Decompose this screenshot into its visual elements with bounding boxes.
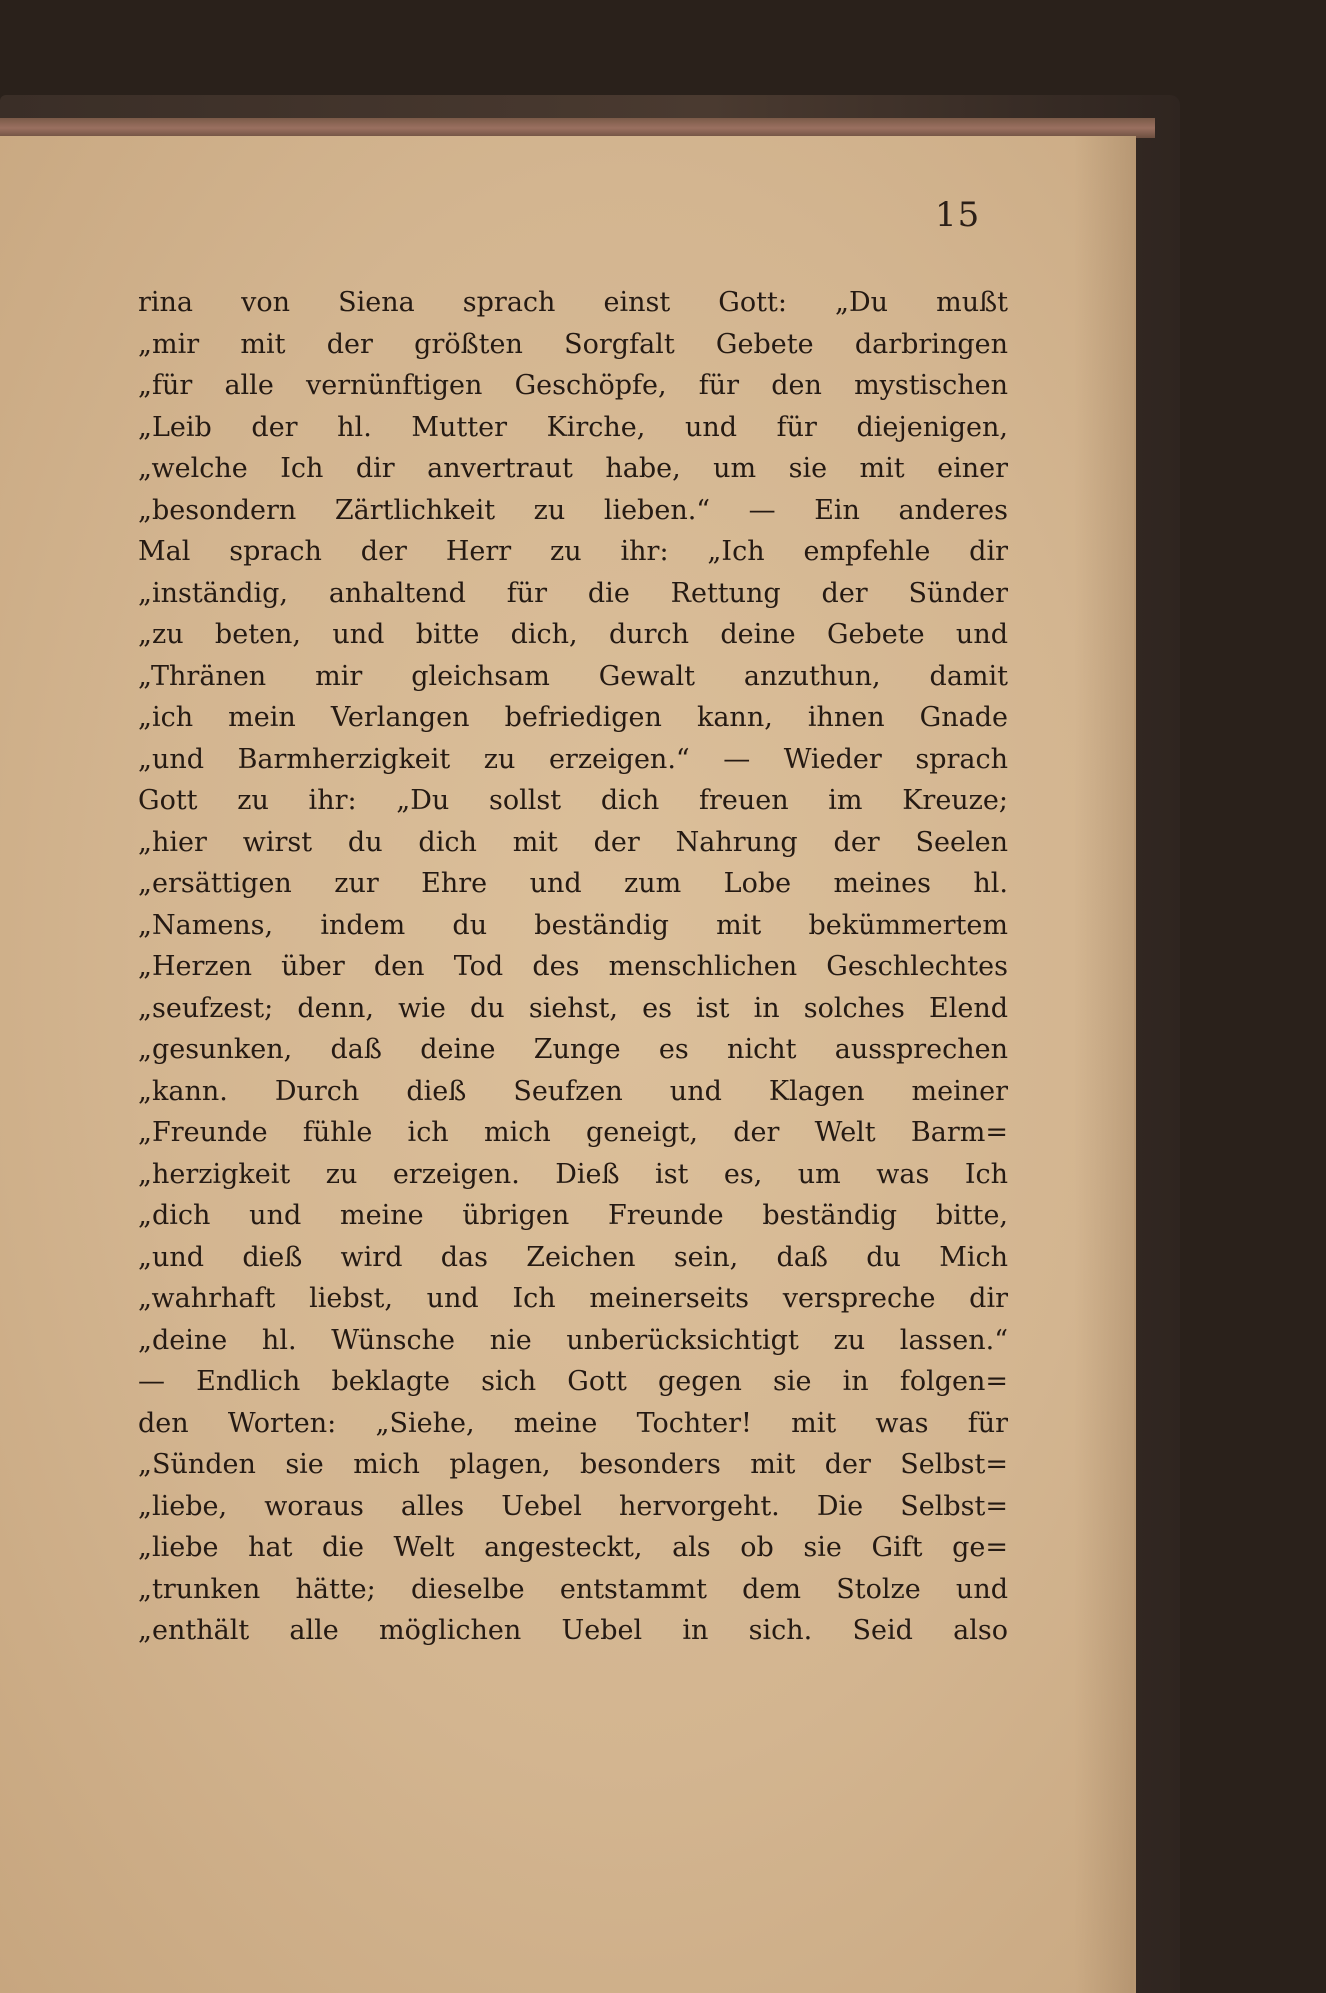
text-line: „für alle vernünftigen Geschöpfe, für den mystischen <box>138 370 1008 401</box>
text-line: „Thränen mir gleichsam Gewalt anzuthun, damit <box>138 660 1008 692</box>
text-line: „liebe, woraus alles Uebel hervorgeht. Die Selbst= <box>138 1490 1008 1522</box>
text-line: Mal sprach der Herr zu ihr: „Ich empfehle dir <box>138 536 1008 567</box>
text-line: „hier wirst du dich mit der Nahrung der Seelen <box>138 826 1008 858</box>
page-gutter-shade <box>1074 136 1134 1993</box>
page-number: 15 <box>935 195 981 235</box>
text-line: „dich und meine übrigen Freunde beständig bitte, <box>138 1200 1008 1231</box>
text-line: den Worten: „Siehe, meine Tochter! mit was für <box>138 1407 1008 1439</box>
body-text <box>138 282 1008 1712</box>
text-line: „besondern Zärtlichkeit zu lieben.“ — Ein anderes <box>138 494 1008 526</box>
text-line: „welche Ich dir anvertraut habe, um sie mit einer <box>138 453 1008 484</box>
text-line: „trunken hätte; dieselbe entstammt dem Stolze und <box>138 1573 1008 1605</box>
text-line: — Endlich beklagte sich Gott gegen sie in folgen= <box>138 1366 1008 1397</box>
text-line: „ersättigen zur Ehre und zum Lobe meines hl. <box>138 868 1008 899</box>
text-line: „gesunken, daß deine Zunge es nicht aussprechen <box>138 1034 1008 1065</box>
text-line: „herzigkeit zu erzeigen. Dieß ist es, um was Ich <box>138 1158 1008 1190</box>
text-line: rina von Siena sprach einst Gott: „Du mußt <box>138 287 1008 318</box>
text-line: „und Barmherzigkeit zu erzeigen.“ — Wieder sprach <box>138 743 1008 775</box>
text-line: „wahrhaft liebst, und Ich meinerseits verspreche dir <box>138 1283 1008 1314</box>
text-line: „seufzest; denn, wie du siehst, es ist in solches Elend <box>138 992 1008 1024</box>
book-cover-edge <box>0 118 1155 138</box>
text-line: „und dieß wird das Zeichen sein, daß du Mich <box>138 1241 1008 1273</box>
text-line: „zu beten, und bitte dich, durch deine Gebete und <box>138 619 1008 650</box>
text-line: „Freunde fühle ich mich geneigt, der Welt Barm= <box>138 1117 1008 1148</box>
text-line: „Namens, indem du beständig mit bekümmertem <box>138 909 1008 941</box>
text-line: „inständig, anhaltend für die Rettung der Sünder <box>138 577 1008 609</box>
text-line: „Herzen über den Tod des menschlichen Geschlechtes <box>138 951 1008 982</box>
text-line: „liebe hat die Welt angesteckt, als ob sie Gift ge= <box>138 1532 1008 1563</box>
text-line: „enthält alle möglichen Uebel in sich. Seid also <box>138 1615 1008 1646</box>
text-line: „deine hl. Wünsche nie unberücksichtigt zu lassen.“ <box>138 1324 1008 1356</box>
text-line: „Leib der hl. Mutter Kirche, und für diejenigen, <box>138 411 1008 443</box>
text-line: „kann. Durch dieß Seufzen und Klagen meiner <box>138 1075 1008 1107</box>
text-line: „ich mein Verlangen befriedigen kann, ihnen Gnade <box>138 702 1008 733</box>
text-line: „mir mit der größten Sorgfalt Gebete darbringen <box>138 328 1008 360</box>
text-line: „Sünden sie mich plagen, besonders mit der Selbst= <box>138 1449 1008 1480</box>
text-line: Gott zu ihr: „Du sollst dich freuen im Kreuze; <box>138 785 1008 816</box>
